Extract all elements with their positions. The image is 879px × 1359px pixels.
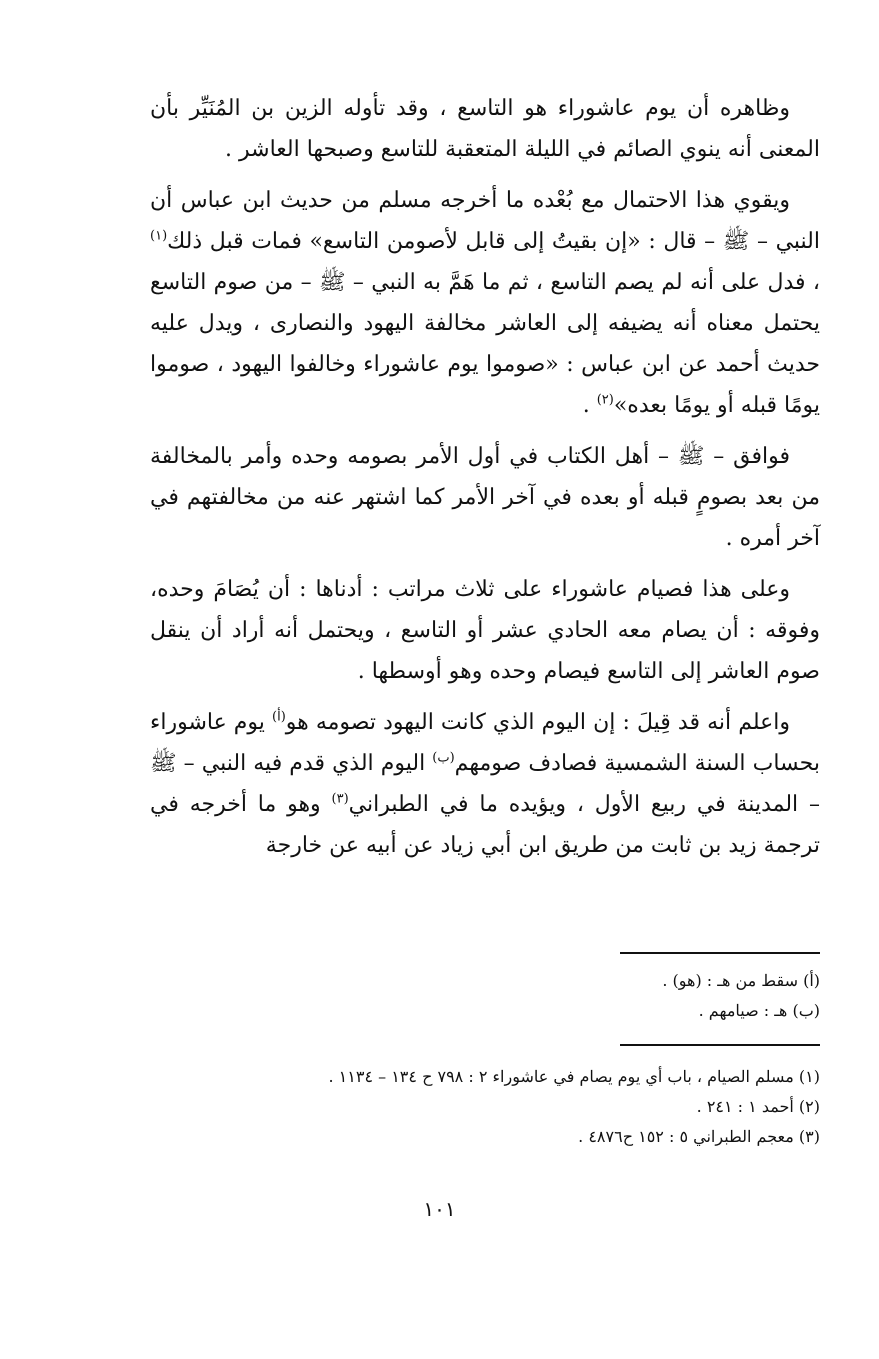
variant-ref-a: (أ) <box>272 709 286 725</box>
paragraph-2-part-3: . <box>582 393 597 418</box>
variant-notes-divider <box>620 952 820 954</box>
main-text <box>150 88 820 866</box>
footnote-1: (١) مسلم الصيام ، باب أي يوم يصام في عاشوراء ٢ : ٧٩٨ ح ١٣٤ – ١١٣٤ . <box>328 1067 820 1086</box>
footnote-2: (٢) أحمد ١ : ٢٤١ . <box>696 1097 820 1116</box>
variant-note-b: (ب) هـ : صيامهم . <box>698 1001 820 1020</box>
paragraph-4: وعلى هذا فصيام عاشوراء على ثلاث مراتب : أدناها : أن يُصَامَ وحده، وفوقه : أن يصام معه الحادي عشر أو التاسع ، ويحتمل أنه أراد أن ينقل صوم العاشر إلى التاسع فيصام وحده وهو أوسطها . <box>150 577 820 684</box>
variant-notes <box>150 966 820 1026</box>
footnote-ref-3: (٣) <box>331 791 349 807</box>
paragraph-2 <box>150 180 820 426</box>
footnotes-divider <box>620 1044 820 1046</box>
footnote-ref-1: (١) <box>150 228 168 244</box>
variant-ref-b: (ب) <box>432 750 455 766</box>
paragraph-1: وظاهره أن يوم عاشوراء هو التاسع ، وقد تأوله الزين بن المُنَيِّر بأن المعنى أنه ينوي الصائم في الليلة المتعقبة للتاسع وصبحها العاشر . <box>150 96 820 162</box>
paragraph-3: فوافق – ﷺ – أهل الكتاب في أول الأمر بصومه وحده وأمر بالمخالفة من بعد بصومٍ قبله أو بعده في آخر الأمر كما اشتهر عنه من مخالفتهم في آخر أمره . <box>150 444 820 551</box>
page-body <box>150 88 820 876</box>
paragraph-5-part-3: اليوم الذي قدم فيه النبي – ﷺ – المدينة في ربيع الأول ، ويؤيده ما في الطبراني <box>150 751 820 817</box>
paragraph-5-part-2: يوم عاشوراء بحساب السنة الشمسية فصادف صومهم <box>150 710 820 776</box>
page-number: ١٠١ <box>423 1197 456 1221</box>
footnotes <box>150 1062 820 1152</box>
variant-note-a: (أ) سقط من هـ : (هو) . <box>662 971 820 990</box>
paragraph-5-part-1: واعلم أنه قد قِيلَ : إن اليوم الذي كانت اليهود تصومه هو <box>285 710 790 735</box>
footnote-ref-2: (٢) <box>596 392 614 408</box>
paragraph-5-part-4: وهو ما أخرجه في ترجمة زيد بن ثابت من طريق ابن أبي زياد عن أبيه عن خارجة <box>150 792 820 858</box>
paragraph-5 <box>150 702 820 866</box>
footnote-3: (٣) معجم الطبراني ٥ : ١٥٢ ح٤٨٧٦ . <box>578 1127 820 1146</box>
paragraph-2-part-2: ، فدل على أنه لم يصم التاسع ، ثم ما هَمَّ به النبي – ﷺ – من صوم التاسع يحتمل معناه أنه يضيفه إلى العاشر مخالفة اليهود والنصارى ، ويدل عليه حديث أحمد عن ابن عباس : «صوموا يوم عاشوراء وخالفوا اليهود ، صوموا يومًا قبله أو يومًا بعده» <box>150 270 820 418</box>
paragraph-2-part-1: ويقوي هذا الاحتمال مع بُعْده ما أخرجه مسلم من حديث ابن عباس أن النبي – ﷺ – قال : «إن بقيتُ إلى قابل لأصومن التاسع» فمات قبل ذلك <box>150 188 820 254</box>
